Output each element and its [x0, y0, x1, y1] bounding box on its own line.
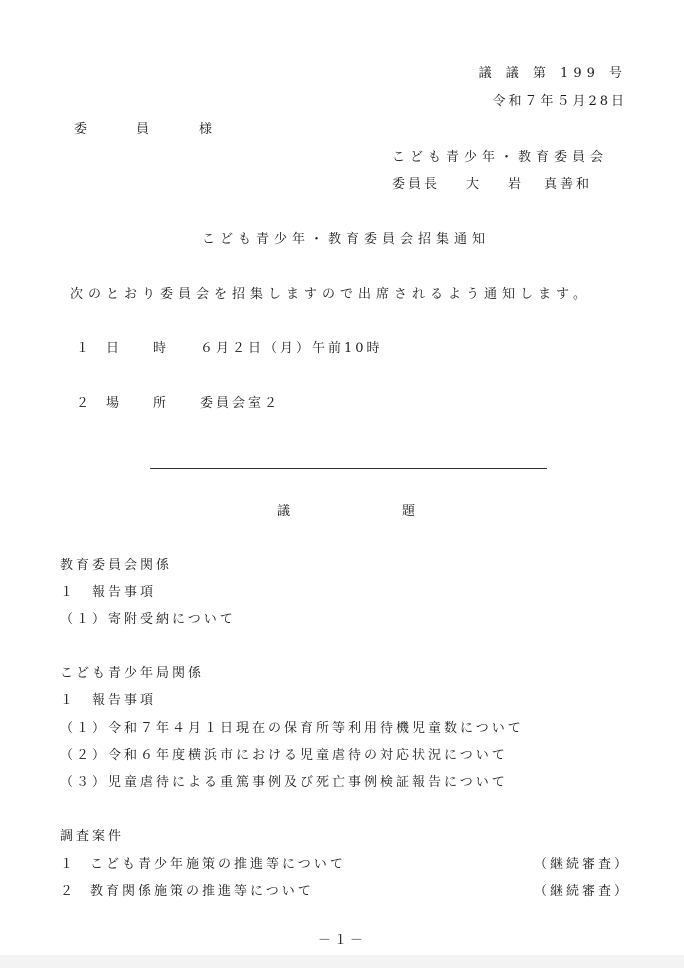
agenda-item: （３）児童虐待による重篤事例及び死亡事例検証報告について: [60, 775, 508, 790]
section-title: 教育委員会関係: [60, 558, 173, 573]
divider-line: [150, 468, 547, 469]
section-title: こども青少年局関係: [60, 666, 205, 681]
schedule-item-label-a: 日: [106, 341, 120, 356]
section-title: 調査案件: [60, 829, 125, 844]
case-status: （継続審査）: [533, 857, 630, 872]
case-status: （継続審査）: [533, 884, 630, 899]
case-number: １: [60, 857, 74, 872]
addressee-label-2: 員: [136, 122, 150, 137]
section-group-reports: １ 報告事項: [60, 693, 157, 708]
section-group-reports: １ 報告事項: [60, 585, 157, 600]
notice-title: こども青少年・教育委員会招集通知: [202, 232, 491, 247]
agenda-item: （１）寄附受納について: [60, 612, 236, 627]
schedule-item-number: ２: [76, 396, 90, 411]
schedule-item-label-b: 所: [153, 396, 167, 411]
sender-committee: こども青少年・教育委員会: [392, 150, 609, 165]
sender-chair-title: 委員長: [392, 177, 441, 192]
case-text: 教育関係施策の推進等について: [90, 884, 314, 899]
sender-chair-given-name: 真善和: [544, 177, 593, 192]
page-bottom-edge: [0, 955, 684, 968]
case-number: ２: [60, 884, 74, 899]
agenda-heading-char-2: 題: [402, 504, 416, 519]
document-number: 議 議 第 199 号: [478, 66, 627, 81]
agenda-heading-char-1: 議: [277, 504, 291, 519]
document-date: 令和７年５月28日: [492, 94, 627, 109]
schedule-item-value: 委員会室２: [200, 396, 281, 411]
notice-body: 次のとおり委員会を招集しますので出席されるよう通知します。: [70, 287, 591, 302]
case-text: こども青少年施策の推進等について: [90, 857, 346, 872]
agenda-item: （１）令和７年４月１日現在の保育所等利用待機児童数について: [60, 721, 524, 736]
addressee-honorific: 様: [199, 122, 213, 137]
schedule-item-number: １: [76, 341, 90, 356]
schedule-item-label-a: 場: [106, 396, 120, 411]
schedule-item-label-b: 時: [153, 341, 167, 356]
page-number: －１－: [317, 933, 366, 948]
schedule-item-value: ６月２日（月）午前10時: [200, 341, 383, 356]
sender-chair-surname: 大 岩: [466, 177, 530, 192]
agenda-item: （２）令和６年度横浜市における児童虐待の対応状況について: [60, 748, 508, 763]
addressee-label-1: 委: [74, 122, 88, 137]
